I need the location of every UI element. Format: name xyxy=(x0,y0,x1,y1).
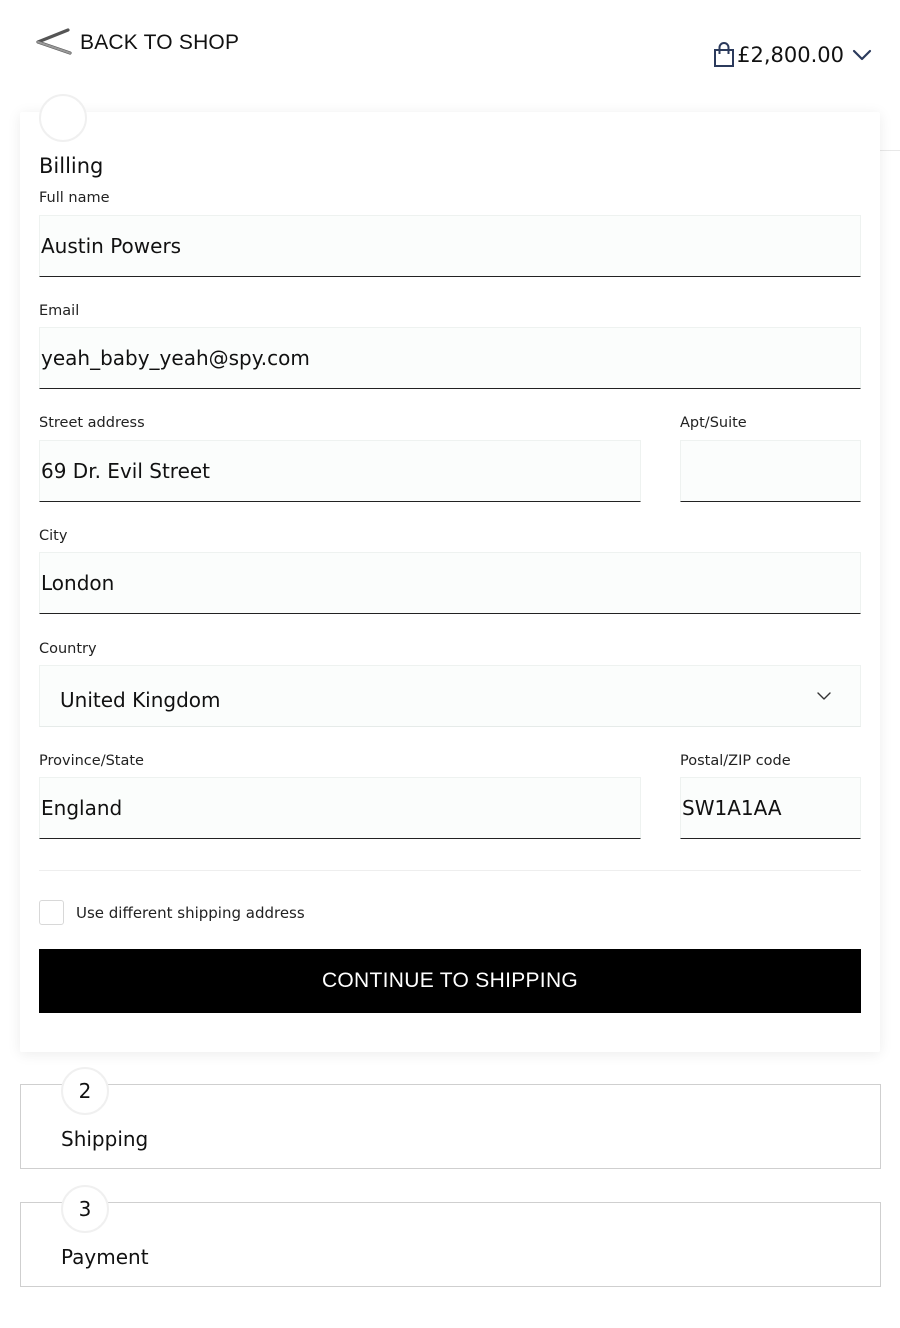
country-select[interactable] xyxy=(39,665,861,727)
full-name-input[interactable] xyxy=(39,215,861,277)
cart-summary-toggle[interactable] xyxy=(713,40,874,70)
cart-total: £2,800.00 xyxy=(737,43,844,67)
province-state-label: Province/State xyxy=(39,753,144,769)
shopping-bag-icon xyxy=(713,42,735,68)
city-input[interactable] xyxy=(39,552,861,614)
city-value: London xyxy=(41,571,115,595)
full-name-value: Austin Powers xyxy=(41,234,182,258)
billing-step-card xyxy=(20,112,880,1052)
street-address-value: 69 Dr. Evil Street xyxy=(41,459,211,483)
back-to-shop-link[interactable] xyxy=(30,26,239,60)
postal-code-input[interactable] xyxy=(680,777,861,839)
country-value: United Kingdom xyxy=(60,688,221,712)
city-label: City xyxy=(39,528,68,544)
back-to-shop-label: BACK TO SHOP xyxy=(80,31,240,54)
payment-step-title: Payment xyxy=(61,1245,149,1269)
chevron-down-icon xyxy=(814,686,834,706)
street-address-input[interactable] xyxy=(39,440,641,502)
different-shipping-option[interactable] xyxy=(39,900,305,925)
street-address-label: Street address xyxy=(39,415,145,431)
billing-step-indicator xyxy=(39,94,87,142)
email-label: Email xyxy=(39,303,80,319)
payment-step-number: 3 xyxy=(61,1185,109,1233)
shipping-step-title: Shipping xyxy=(61,1127,149,1151)
province-state-input[interactable] xyxy=(39,777,641,839)
email-input[interactable] xyxy=(39,327,861,389)
apt-suite-input[interactable] xyxy=(680,440,861,502)
shipping-step-card[interactable] xyxy=(20,1079,881,1169)
billing-title: Billing xyxy=(39,154,104,178)
shipping-step-number: 2 xyxy=(61,1067,109,1115)
different-shipping-checkbox[interactable] xyxy=(39,900,64,925)
province-state-value: England xyxy=(41,796,123,820)
country-label: Country xyxy=(39,641,97,657)
postal-code-value: SW1A1AA xyxy=(682,796,782,820)
header-divider xyxy=(880,150,900,151)
different-shipping-label: Use different shipping address xyxy=(76,903,305,922)
checkout-header xyxy=(0,0,900,110)
payment-step-card[interactable] xyxy=(20,1197,881,1287)
continue-to-shipping-button[interactable]: CONTINUE TO SHIPPING xyxy=(39,949,861,1013)
email-value: yeah_baby_yeah@spy.com xyxy=(41,346,310,370)
postal-code-label: Postal/ZIP code xyxy=(680,753,791,769)
apt-suite-label: Apt/Suite xyxy=(680,415,747,431)
full-name-label: Full name xyxy=(39,190,110,206)
form-divider xyxy=(39,870,861,871)
chevron-down-icon xyxy=(844,43,874,67)
back-arrow-icon xyxy=(30,25,72,61)
